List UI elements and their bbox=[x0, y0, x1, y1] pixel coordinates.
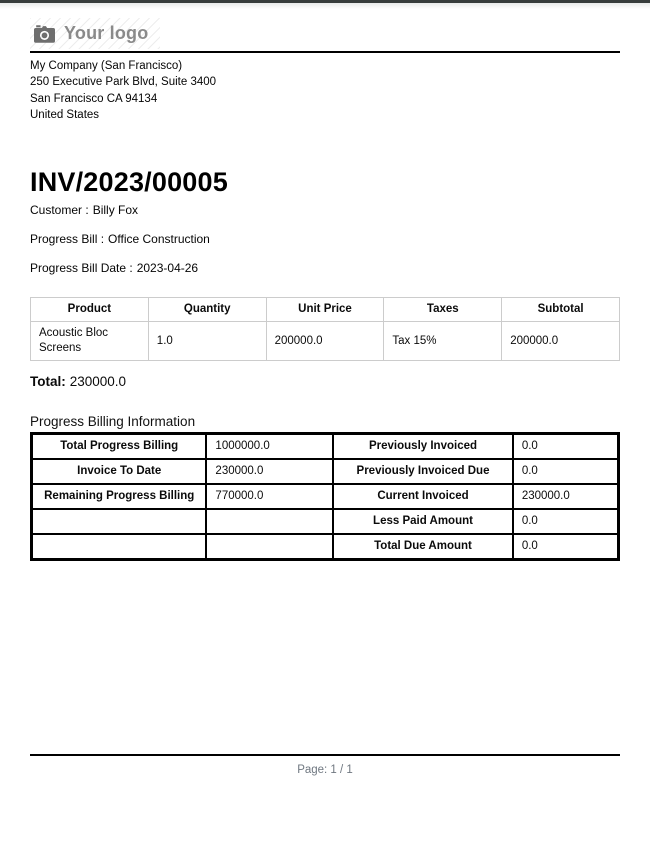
window-top-fade bbox=[0, 3, 650, 9]
customer-label: Customer : bbox=[30, 203, 89, 218]
invoice-number-title: INV/2023/00005 bbox=[30, 167, 228, 198]
progress-bill-value: Office Construction bbox=[108, 232, 210, 247]
cell-product: Acoustic Bloc Screens bbox=[31, 322, 149, 361]
cell-subtotal: 200000.0 bbox=[502, 322, 620, 361]
table-row bbox=[32, 509, 619, 534]
progress-label: Total Due Amount bbox=[333, 534, 513, 560]
line-items-header-row bbox=[31, 298, 620, 322]
progress-value: 0.0 bbox=[513, 459, 619, 484]
document-content bbox=[0, 18, 650, 561]
progress-value: 770000.0 bbox=[206, 484, 333, 509]
progress-value: 0.0 bbox=[513, 534, 619, 560]
cell-unit-price: 200000.0 bbox=[266, 322, 384, 361]
progress-value: 230000.0 bbox=[206, 459, 333, 484]
total-line bbox=[30, 374, 620, 390]
page-footer bbox=[30, 754, 620, 776]
progress-bill-date-value: 2023-04-26 bbox=[136, 261, 199, 276]
progress-bill-label: Progress Bill : bbox=[30, 232, 105, 247]
table-row bbox=[31, 322, 620, 361]
customer-value: Billy Fox bbox=[92, 203, 139, 218]
line-items-table bbox=[30, 297, 620, 361]
header bbox=[30, 18, 620, 49]
company-city: San Francisco CA 94134 bbox=[30, 92, 158, 105]
logo-placeholder bbox=[30, 18, 160, 49]
customer-line bbox=[30, 203, 620, 217]
progress-empty-cell bbox=[32, 534, 207, 560]
progress-billing-table bbox=[30, 432, 620, 561]
column-header-quantity: Quantity bbox=[148, 298, 266, 322]
progress-billing-heading: Progress Billing Information bbox=[30, 414, 196, 430]
company-street: 250 Executive Park Blvd, Suite 3400 bbox=[30, 76, 217, 89]
progress-label: Total Progress Billing bbox=[32, 434, 207, 460]
table-row bbox=[32, 459, 619, 484]
progress-label: Previously Invoiced Due bbox=[333, 459, 513, 484]
camera-icon bbox=[34, 25, 55, 43]
cell-quantity: 1.0 bbox=[148, 322, 266, 361]
progress-empty-cell bbox=[206, 534, 333, 560]
progress-value: 0.0 bbox=[513, 434, 619, 460]
progress-value: 1000000.0 bbox=[206, 434, 333, 460]
column-header-unit-price: Unit Price bbox=[266, 298, 384, 322]
progress-value: 0.0 bbox=[513, 509, 619, 534]
total-value: 230000.0 bbox=[69, 374, 127, 390]
header-divider bbox=[30, 51, 620, 53]
progress-bill-date-line bbox=[30, 261, 620, 275]
progress-label: Less Paid Amount bbox=[333, 509, 513, 534]
logo-text: Your logo bbox=[64, 23, 149, 43]
progress-bill-line bbox=[30, 232, 620, 246]
company-address-block bbox=[30, 58, 620, 123]
total-label: Total: bbox=[30, 374, 66, 390]
column-header-product: Product bbox=[31, 298, 149, 322]
progress-empty-cell bbox=[32, 509, 207, 534]
page-number: Page: 1 / 1 bbox=[297, 764, 353, 776]
progress-value: 230000.0 bbox=[513, 484, 619, 509]
progress-label: Invoice To Date bbox=[32, 459, 207, 484]
table-row bbox=[32, 534, 619, 560]
column-header-subtotal: Subtotal bbox=[502, 298, 620, 322]
progress-label: Previously Invoiced bbox=[333, 434, 513, 460]
progress-label: Current Invoiced bbox=[333, 484, 513, 509]
progress-bill-date-label: Progress Bill Date : bbox=[30, 261, 133, 276]
progress-label: Remaining Progress Billing bbox=[32, 484, 207, 509]
company-name: My Company (San Francisco) bbox=[30, 60, 183, 72]
column-header-taxes: Taxes bbox=[384, 298, 502, 322]
company-country: United States bbox=[30, 108, 100, 121]
cell-taxes: Tax 15% bbox=[384, 322, 502, 361]
table-row bbox=[32, 434, 619, 460]
progress-empty-cell bbox=[206, 509, 333, 534]
table-row bbox=[32, 484, 619, 509]
